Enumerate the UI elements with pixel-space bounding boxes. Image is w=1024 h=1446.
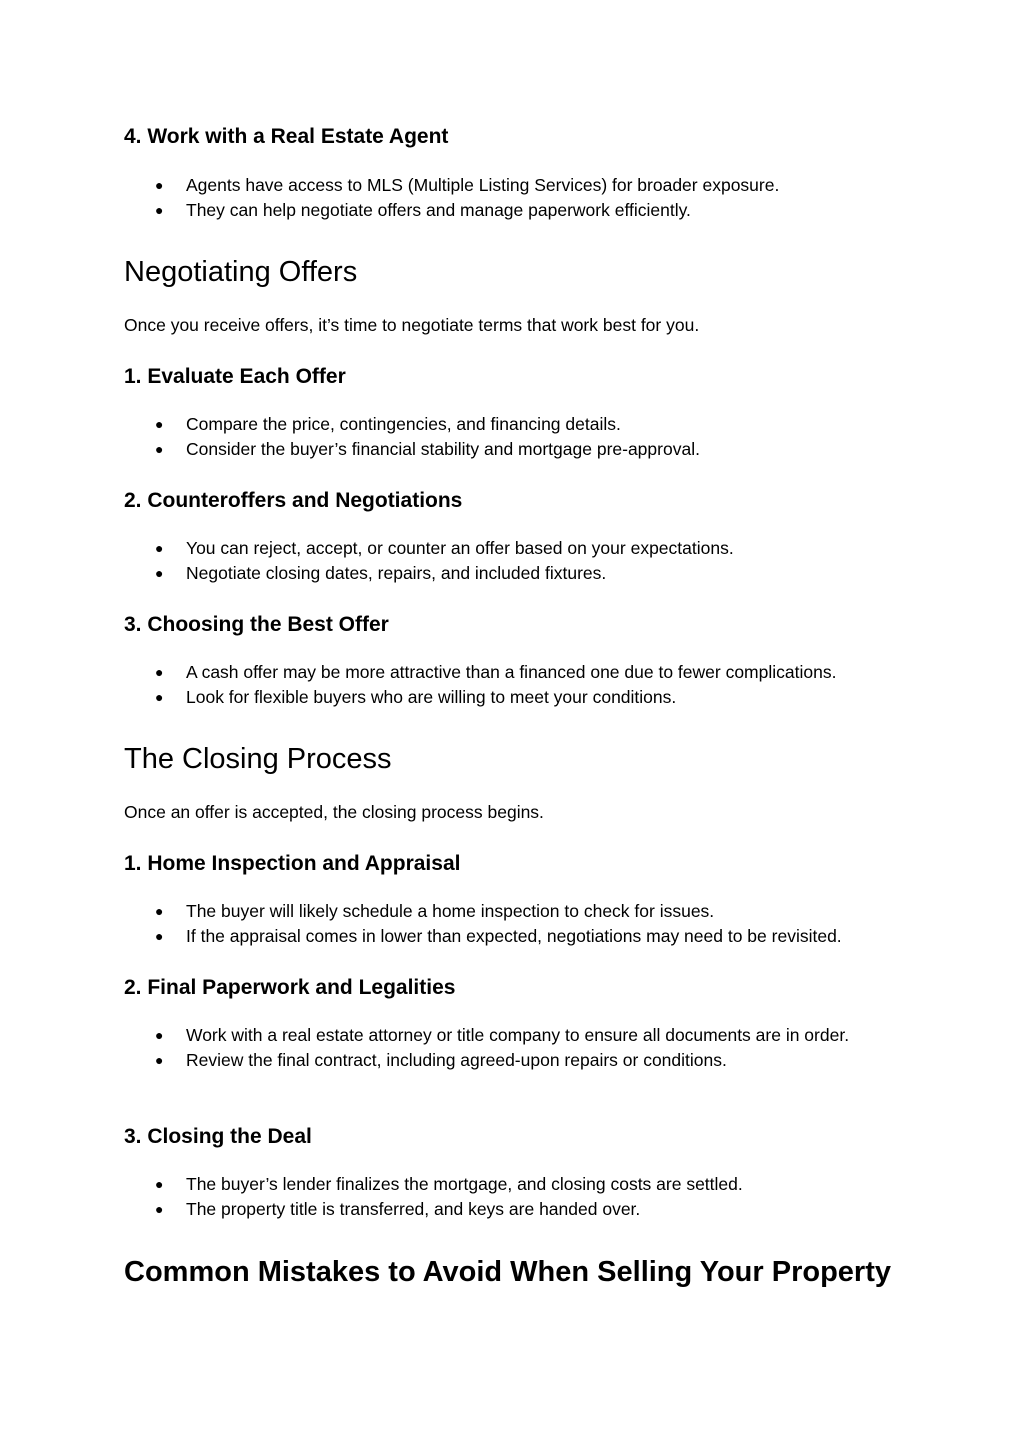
- list-item: ● They can help negotiate offers and manage paperwork efficiently.: [124, 198, 904, 223]
- heading-closing-process: The Closing Process: [124, 743, 392, 775]
- paragraph-closing-intro: Once an offer is accepted, the closing process begins.: [124, 802, 544, 822]
- bullet-icon: ●: [155, 565, 164, 581]
- bullet-icon: ●: [155, 689, 164, 705]
- subheading-closing-deal: 3. Closing the Deal: [124, 1125, 312, 1148]
- bullet-list-work-with-agent: [124, 173, 904, 223]
- subheading-evaluate-each-offer: 1. Evaluate Each Offer: [124, 365, 346, 388]
- subheading-home-inspection: 1. Home Inspection and Appraisal: [124, 852, 461, 875]
- list-item: ● The buyer will likely schedule a home inspection to check for issues.: [124, 899, 904, 924]
- bullet-icon: ●: [155, 1201, 164, 1217]
- bullet-list-closing-deal: [124, 1172, 904, 1222]
- list-item: ● Agents have access to MLS (Multiple Listing Services) for broader exposure.: [124, 173, 904, 198]
- paragraph-negotiating-intro: Once you receive offers, it’s time to negotiate terms that work best for you.: [124, 315, 700, 335]
- subheading-counteroffers: 2. Counteroffers and Negotiations: [124, 489, 463, 512]
- bullet-icon: ●: [155, 416, 164, 432]
- list-item: ● A cash offer may be more attractive than a financed one due to fewer complications.: [124, 660, 904, 685]
- bullet-list-paperwork: [124, 1023, 904, 1073]
- list-item: ● Negotiate closing dates, repairs, and included fixtures.: [124, 561, 904, 586]
- section-heading-work-with-agent: 4. Work with a Real Estate Agent: [124, 125, 449, 148]
- subheading-choosing-best-offer: 3. Choosing the Best Offer: [124, 613, 389, 636]
- bullet-icon: ●: [155, 903, 164, 919]
- list-item: ● Compare the price, contingencies, and financing details.: [124, 412, 904, 437]
- bullet-icon: ●: [155, 540, 164, 556]
- list-item: ● You can reject, accept, or counter an offer based on your expectations.: [124, 536, 904, 561]
- list-item: ● Work with a real estate attorney or title company to ensure all documents are in order.: [124, 1023, 904, 1048]
- list-item: ● Look for flexible buyers who are willing to meet your conditions.: [124, 685, 904, 710]
- bullet-icon: ●: [155, 664, 164, 680]
- bullet-list-evaluate: [124, 412, 904, 462]
- bullet-icon: ●: [155, 441, 164, 457]
- list-item: ● Review the final contract, including agreed-upon repairs or conditions.: [124, 1048, 904, 1073]
- list-item: ● Consider the buyer’s financial stability and mortgage pre-approval.: [124, 437, 904, 462]
- bullet-list-inspection: [124, 899, 904, 949]
- list-item: ● The property title is transferred, and keys are handed over.: [124, 1197, 904, 1222]
- bullet-list-counteroffers: [124, 536, 904, 586]
- bullet-icon: ●: [155, 202, 164, 218]
- bullet-icon: ●: [155, 1027, 164, 1043]
- heading-negotiating-offers: Negotiating Offers: [124, 256, 358, 288]
- subheading-final-paperwork: 2. Final Paperwork and Legalities: [124, 976, 456, 999]
- heading-common-mistakes: Common Mistakes to Avoid When Selling Your Property: [124, 1256, 891, 1288]
- bullet-list-choosing: [124, 660, 904, 710]
- bullet-icon: ●: [155, 177, 164, 193]
- bullet-icon: ●: [155, 928, 164, 944]
- list-item: ● If the appraisal comes in lower than expected, negotiations may need to be revisited.: [124, 924, 904, 949]
- list-item: ● The buyer’s lender finalizes the mortgage, and closing costs are settled.: [124, 1172, 904, 1197]
- bullet-icon: ●: [155, 1176, 164, 1192]
- bullet-icon: ●: [155, 1052, 164, 1068]
